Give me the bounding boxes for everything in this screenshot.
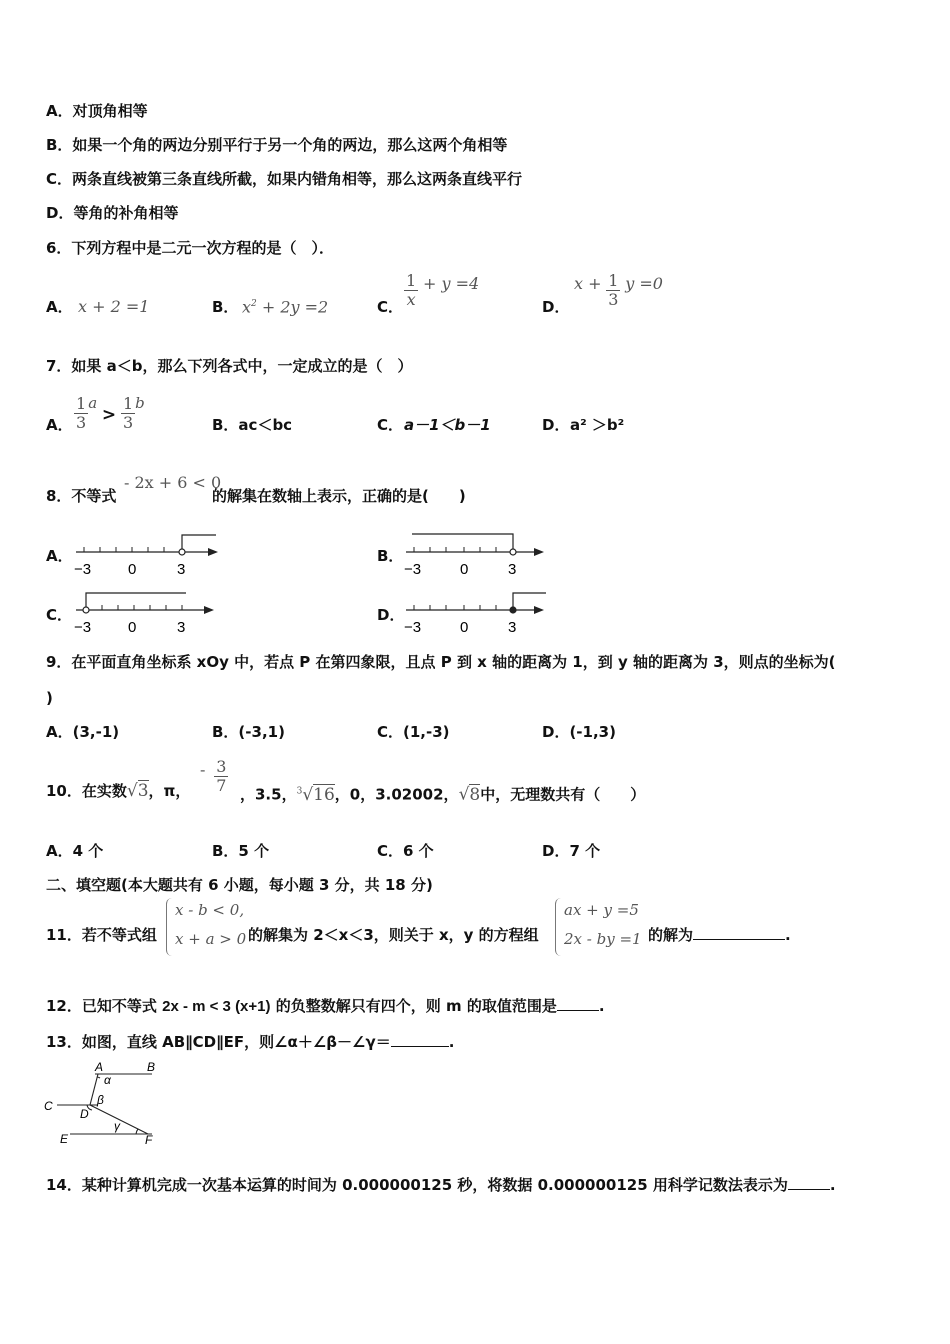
gamma-label: γ [114,1119,120,1133]
q6-stem: 6．下列方程中是二元一次方程的是（ ）． [46,239,334,257]
q5-option-d: D．等角的补角相等 [46,204,179,222]
q8-b-label: B． [377,547,404,565]
q6-c-label: C． [377,298,404,316]
q11-system1: x - b < 0, x + a > 0 [166,898,247,956]
q11-post: 的解为 . [648,926,791,944]
answer-blank[interactable] [788,1175,830,1190]
tick-label: 3 [508,619,517,636]
q10-option-b: B．5 个 [212,842,270,860]
q8-c-label: C． [46,606,73,624]
q8-numberline-b [400,530,560,580]
beta-label: β [97,1093,104,1107]
q8-numberline-d [400,588,560,638]
tick-label: 0 [128,619,137,636]
q9-option-a: A．(3,-1) [46,723,120,741]
answer-blank[interactable] [693,925,785,940]
q8-inequality: - 2x + 6 < 0 [124,473,222,492]
q7-d-expr: a² ＞b² [570,416,625,434]
q7-c-label: C． [377,416,404,434]
q8-numberline-a [70,530,230,580]
tick-label: −3 [404,619,422,636]
q9-option-d: D．(-1,3) [542,723,616,741]
q10-option-c: C．6 个 [377,842,434,860]
answer-blank[interactable] [557,996,599,1011]
point-f-label: F [145,1133,153,1147]
point-d-label: D [80,1107,89,1121]
point-b-label: B [147,1060,156,1074]
q10-fraction: - $\frac{3}{7}$ [200,757,227,795]
q6-b-label: B． [212,298,239,316]
tick-label: 3 [177,561,186,578]
tick-label: −3 [404,561,422,578]
q9-stem-line2: ) [46,689,53,707]
q8-numberline-c [70,588,230,638]
tick-label: 3 [177,619,186,636]
tick-label: 0 [460,561,469,578]
q10-option-a: A．4 个 [46,842,104,860]
section-heading: 二、填空题(本大题共有 6 小题，每小题 3 分，共 18 分) [46,876,433,894]
q9-option-b: B．(-3,1) [212,723,285,741]
q7-stem: 7．如果 a＜b，那么下列各式中，一定成立的是（ ） [46,357,413,375]
q7-option-b: B．ac＜bc [212,416,293,434]
q9-option-c: C．(1,-3) [377,723,450,741]
q6-a-expr: x + 2 =1 [78,297,150,316]
q12-text: 12．已知不等式 2x - m < 3 (x+1) 的负整数解只有四个，则 m 的取值范围是 . [46,997,605,1015]
q9-stem-line1: 9．在平面直角坐标系 xOy 中，若点 P 在第四象限，且点 P 到 x 轴的距离为 1，到 y 轴的距离为 3，则点的坐标为( [46,653,836,671]
q10-option-d: D．7 个 [542,842,601,860]
q10-stem: 10．在实数√3，π， [46,781,191,801]
q6-d-expr: x + $\frac{1}{3}$ y =0 [574,271,663,309]
q7-a-label: A． [46,416,73,434]
q11-mid: 的解集为 2＜x＜3，则关于 x，y 的方程组 [248,926,539,944]
q6-c-expr: $\frac{1}{x}$ + y =4 [406,271,480,309]
q8-a-label: A． [46,547,73,565]
q10-stem-rest: ，3.5，$^3$√16，0，3.02002，√8中，无理数共有（ ） [240,784,646,805]
q13-figure [40,1058,170,1150]
answer-blank[interactable] [391,1032,449,1047]
tick-label: −3 [74,619,92,636]
q5-option-c: C．两条直线被第三条直线所截，如果内错角相等，那么这两条直线平行 [46,170,523,188]
tick-label: 0 [460,619,469,636]
q8-d-label: D． [377,606,405,624]
q8-stem-post: 的解集在数轴上表示，正确的是( ) [212,487,466,505]
tick-label: 3 [508,561,517,578]
tick-label: 0 [128,561,137,578]
q7-a-expr: $\frac{1}{3}$ a > $\frac{1}{3}$ b [76,394,145,432]
q13-text: 13．如图，直线 AB∥CD∥EF，则∠α＋∠β－∠γ＝ . [46,1033,455,1051]
q14-text: 14．某种计算机完成一次基本运算的时间为 0.000000125 秒，将数据 0.000000125 用科学记数法表示为 . [46,1176,836,1194]
q8-stem-pre: 8．不等式 [46,487,117,505]
alpha-label: α [104,1073,111,1087]
point-e-label: E [60,1132,69,1146]
q7-c-expr: a－1＜b－1 [404,416,491,434]
q11-pre: 11．若不等式组 [46,926,157,944]
q5-option-a: A．对顶角相等 [46,102,148,120]
q6-d-label: D． [542,298,570,316]
tick-label: −3 [74,561,92,578]
point-a-label: A [95,1060,104,1074]
q6-a-label: A． [46,298,73,316]
q11-system2: ax + y =5 2x - by =1 [555,898,648,956]
q6-b-expr: $x^2 + 2y =2$ [242,297,329,317]
q7-d-label: D． [542,416,570,434]
q5-option-b: B．如果一个角的两边分别平行于另一个角的两边，那么这两个角相等 [46,136,508,154]
point-c-label: C [44,1099,53,1113]
